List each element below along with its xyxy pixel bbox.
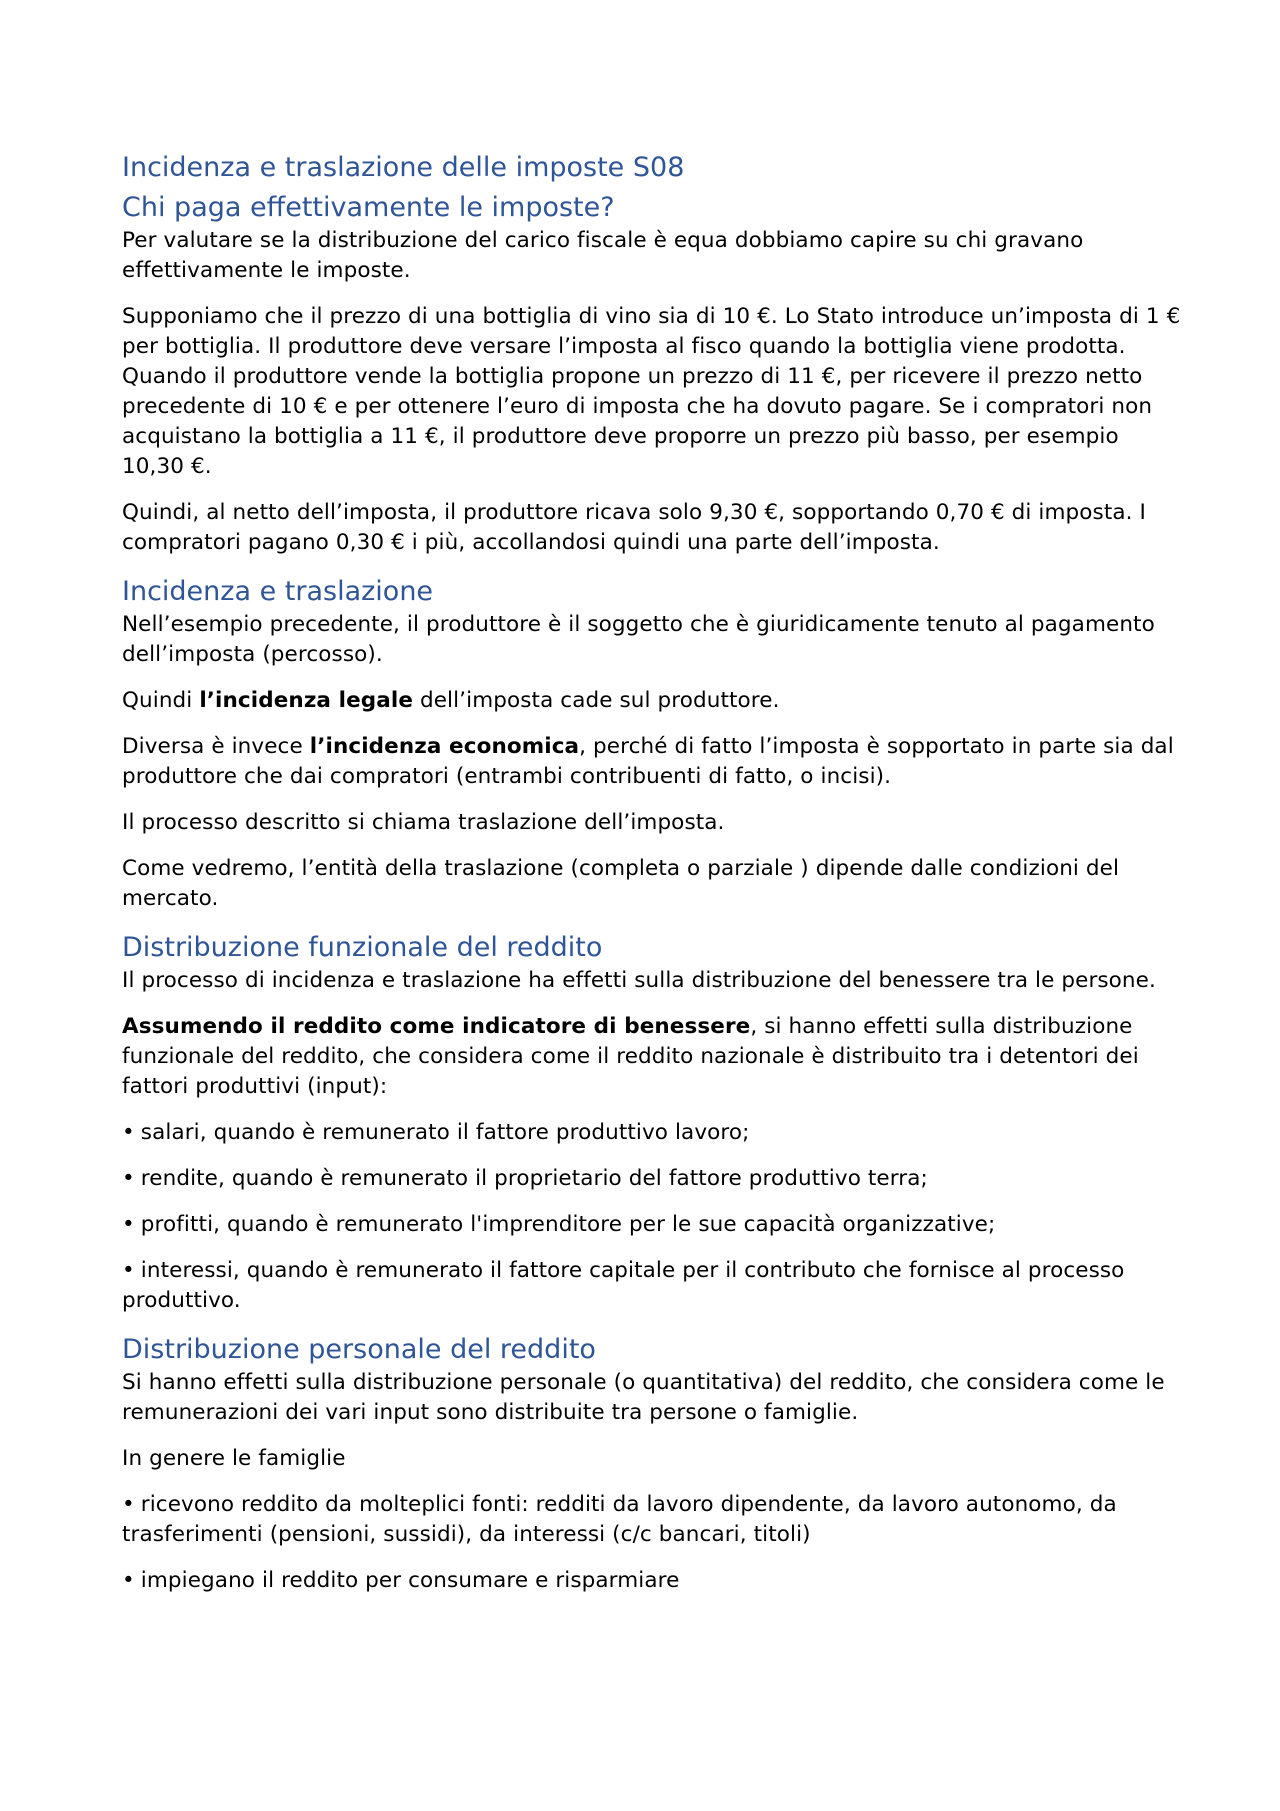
section-heading-distribuzione-personale: Distribuzione personale del reddito [122,1334,596,1365]
bullet-icon: • [122,1568,135,1593]
bullet-icon: • [122,1120,135,1145]
bullet-text: impiegano il reddito per consumare e risparmiare [140,1568,680,1593]
bullet-icon: • [122,1212,135,1237]
bold-term: Assumendo il reddito come indicatore di benessere [122,1014,751,1039]
bold-term: l’incidenza legale [199,688,414,713]
paragraph: Il processo di incidenza e traslazione ha effetti sulla distribuzione del benessere tra le persone. [122,968,1156,993]
document-title: Incidenza e traslazione delle imposte S08 [122,152,685,183]
text-run: Quindi [122,688,200,713]
paragraph: Come vedremo, l’entità della traslazione (completa o parziale ) dipende dalle condizioni del mercato. [122,856,1120,911]
bullet-text: ricevono reddito da molteplici fonti: redditi da lavoro dipendente, da lavoro autonomo, da trasferimenti (pensioni, sussidi), da interessi (c/c bancari, titoli) [122,1492,1117,1547]
bold-term: l’incidenza economica [309,734,580,759]
paragraph: Quindi, al netto dell’imposta, il produttore ricava solo 9,30 €, sopportando 0,70 € di imposta. I compratori pagano 0,30 € i più, accollandosi quindi una parte dell’imposta. [122,500,1146,555]
bullet-text: rendite, quando è remunerato il proprietario del fattore produttivo terra; [140,1166,928,1191]
paragraph-incidenza-economica [122,732,1182,792]
text-run: , si hanno effetti sulla distribuzione funzionale del reddito, che considera come il reddito nazionale è distribuito tra i detentori dei fattori produttivi (input): [122,1014,1139,1099]
bullet-item [122,1118,1182,1148]
bullet-item [122,1256,1182,1316]
section-heading-chi-paga: Chi paga effettivamente le imposte? [122,192,615,223]
bullet-text: profitti, quando è remunerato l'imprenditore per le sue capacità organizzative; [140,1212,996,1237]
text-run: , perché di fatto l’imposta è sopportato in parte sia dal produttore che dai compratori (entrambi contribuenti di fatto, o incisi). [122,734,1174,789]
bullet-item [122,1210,1182,1240]
paragraph: Nell’esempio precedente, il produttore è il soggetto che è giuridicamente tenuto al pagamento dell’imposta (percosso). [122,612,1155,667]
text-run: dell’imposta cade sul produttore. [413,688,780,713]
bullet-icon: • [122,1166,135,1191]
paragraph-assumendo [122,1012,1182,1102]
paragraph: Il processo descritto si chiama traslazione dell’imposta. [122,810,725,835]
section-heading-distribuzione-funzionale: Distribuzione funzionale del reddito [122,932,603,963]
bullet-item [122,1490,1182,1550]
paragraph: Per valutare se la distribuzione del carico fiscale è equa dobbiamo capire su chi gravano effettivamente le imposte. [122,228,1084,283]
bullet-item [122,1566,1182,1596]
section-heading-incidenza: Incidenza e traslazione [122,576,434,607]
bullet-icon: • [122,1492,135,1517]
text-run: Diversa è invece [122,734,310,759]
paragraph-incidenza-legale [122,686,1182,716]
paragraph: Si hanno effetti sulla distribuzione personale (o quantitativa) del reddito, che considera come le remunerazioni dei vari input sono distribuite tra persone o famiglie. [122,1370,1165,1425]
bullet-icon: • [122,1258,135,1283]
bullet-text: interessi, quando è remunerato il fattore capitale per il contributo che fornisce al processo produttivo. [122,1258,1125,1313]
document-page [122,150,1182,1612]
bullet-text: salari, quando è remunerato il fattore produttivo lavoro; [140,1120,750,1145]
paragraph: In genere le famiglie [122,1446,346,1471]
paragraph: Supponiamo che il prezzo di una bottiglia di vino sia di 10 €. Lo Stato introduce un’imposta di 1 € per bottiglia. Il produttore deve versare l’imposta al fisco quando la bottiglia viene prodotta. Quando il produttore vende la bottiglia propone un prezzo di 11 €, per ricevere il prezzo netto precedente di 10 € e per ottenere l’euro di imposta che ha dovuto pagare. Se i compratori non acquistano la bottiglia a 11 €, il produttore deve proporre un prezzo più basso, per esempio 10,30 €. [122,304,1181,479]
bullet-item [122,1164,1182,1194]
